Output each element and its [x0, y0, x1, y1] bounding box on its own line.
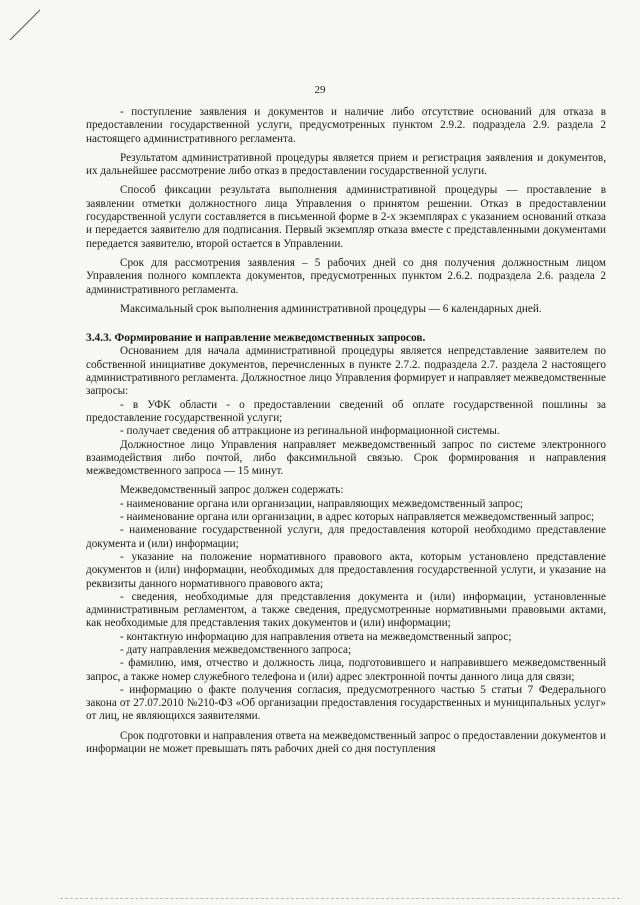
- paragraph: Межведомственный запрос должен содержать:: [120, 484, 344, 497]
- list-item: - фамилию, имя, отчество и должность лица, подготовившего и направившего межведомственный запрос, а также номер служебного телефона и (или) адрес электронной почты данного лица для связи;: [86, 657, 606, 683]
- paragraph: Основанием для начала административной процедуры является непредставление заявителем по собственной инициативе документов, перечисленных в пункте 2.7.2. подраздела 2.7. раздела 2 настоящего административного регламента. Должностное лицо Управления формирует и направляет межведомственные запросы:: [86, 345, 606, 398]
- paragraph: Максимальный срок выполнения административной процедуры — 6 календарных дней.: [120, 302, 542, 315]
- list-item: - наименование органа или организации, направляющих межведомственный запрос;: [120, 497, 524, 510]
- list-item: - информацию о факте получения согласия, предусмотренного частью 5 статьи 7 Федерального закона от 27.07.2010 №210-ФЗ «Об организации предоставления государственных и муниципальных услуг» от лиц, не являющихся заявителями.: [86, 683, 606, 723]
- paragraph: Срок подготовки и направления ответа на межведомственный запрос о предоставлении документов и информации не может превышать пять рабочих дней со дня поступления: [86, 729, 606, 756]
- list-item: - указание на положение нормативного правового акта, которым установлено представление документов и (или) информации, необходимых для предоставления государственной услуги, и указание на реквизиты данного нормативного правового акта;: [86, 550, 606, 590]
- paragraph: Срок для рассмотрения заявления – 5 рабочих дней со дня получения должностным лицом Управления полного комплекта документов, предусмотренных пунктом 2.6.2. подраздела 2.6. раздела 2 административного регламента.: [86, 256, 606, 296]
- list-item: - получает сведения об аттракционе из регинальной информационной системы.: [120, 425, 500, 438]
- list-item: - сведения, необходимые для представления документа и (или) информации, установленные административным регламентом, а также сведения, предусмотренные нормативными правовыми актами, как необходимые для представления таких документов и (или) информации;: [86, 590, 606, 630]
- paragraph: - поступление заявления и документов и наличие либо отсутствие оснований для отказа в предоставлении государственной услуги, предусмотренных пунктом 2.9.2. подраздела 2.9. раздела 2 настоящего административного регламента.: [86, 106, 606, 145]
- list-item: - дату направления межведомственного запроса;: [120, 643, 352, 656]
- list-item: - наименование органа или организации, в адрес которых направляется межведомственный запрос;: [120, 511, 595, 524]
- paragraph: Способ фиксации результата выполнения административной процедуры — проставление в заявлении отметки должностного лица Управления о принятом решении. Отказ в предоставлении государственной услуги составляется в письменной форме в 2-х экземплярах с указанием оснований отказа и передается заявителю для подписания. Первый экземпляр отказа вместе с представленными документами передается заявителю, второй остается в Управлении.: [86, 184, 606, 250]
- scan-bottom-edge: [60, 898, 620, 901]
- section-heading: 3.4.3. Формирование и направление межведомственных запросов.: [86, 332, 426, 345]
- list-item: - контактную информацию для направления ответа на межведомственный запрос;: [120, 630, 512, 643]
- paragraph: Должностное лицо Управления направляет межведомственный запрос по системе электронного взаимодействия либо почтой, либо факсимильной связью. Срок формирования и направления межведомственного запроса — 15 минут.: [86, 438, 606, 478]
- paragraph: Результатом административной процедуры является прием и регистрация заявления и документов, их дальнейшее рассмотрение либо отказ в предоставлении государственной услуги.: [86, 151, 606, 178]
- diagonal-pen-mark: [8, 8, 42, 42]
- list-item: - в УФК области - о предоставлении сведений об оплате государственной пошлины за предоставление государственной услуги;: [86, 398, 606, 424]
- page-number: 29: [314, 84, 326, 96]
- list-item: - наименование государственной услуги, для предоставления которой необходимо представление документа и (или) информации;: [86, 524, 606, 550]
- document-body: [86, 106, 606, 756]
